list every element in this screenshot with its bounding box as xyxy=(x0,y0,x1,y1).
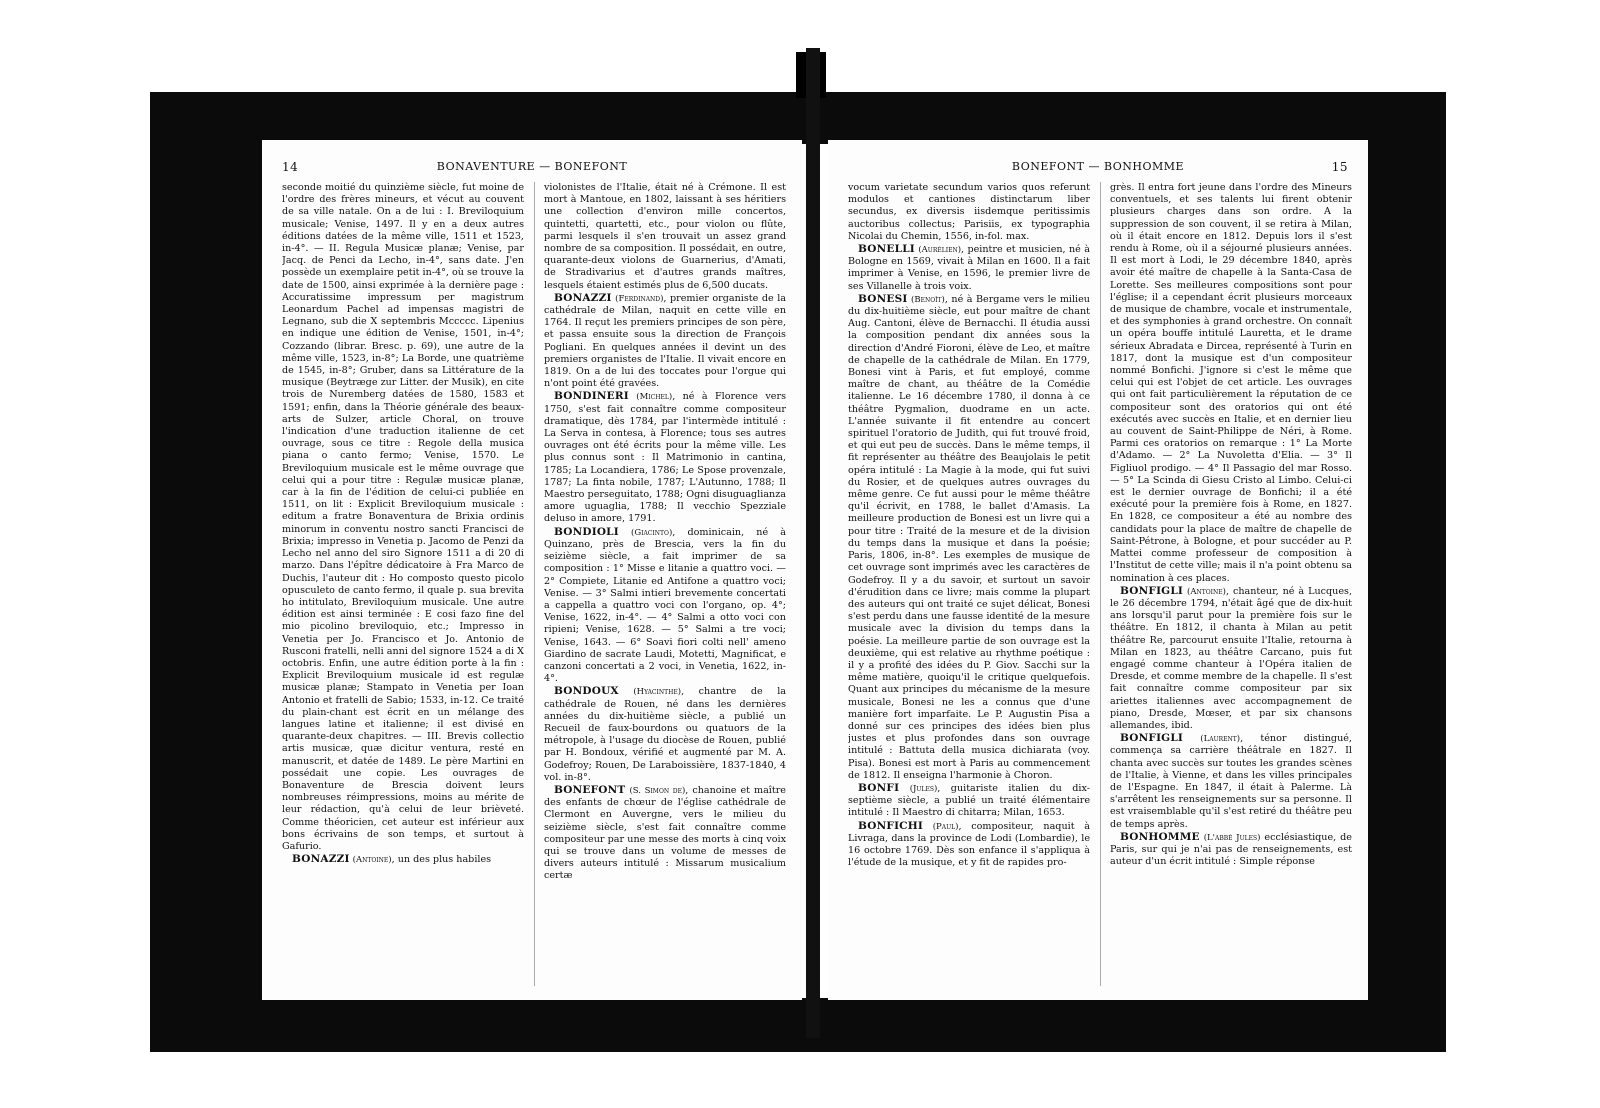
entry-forename: (L'abbé Jules) xyxy=(1203,832,1261,843)
dictionary-entry xyxy=(1110,732,1352,831)
entry-headword: BONHOMME xyxy=(1120,830,1200,843)
dictionary-entry xyxy=(848,243,1090,293)
entry-headword: BONFIGLI xyxy=(1120,584,1184,597)
entry-text: , chanoine et maître des enfants de chœur de l'église cathédrale de Clermont en Auvergne, vers le milieu du seizième siècle, s'est fait connaître comme compositeur par une messe des morts à cinq voix qui se trouve dans un volume de messes de divers auteurs intitulé : Missarum musicalium certæ xyxy=(544,784,786,882)
entry-forename: (Hyacinthe) xyxy=(633,687,682,698)
left-page xyxy=(262,140,802,1000)
dictionary-entry xyxy=(544,685,786,784)
paragraph xyxy=(282,182,524,853)
entry-text: seconde moitié du quinzième siècle, fut moine de l'ordre des frères mineurs, et vécut au couvent de sa ville natale. On a de lui : I. Breviloquium musicale; Venise, 1497. Il y en a deux autres éditions datées de la même ville, 1511 et 1523, in-4°. — II. Regula Musicæ planæ; Venise, par Jacq. de Penci da Lecho, in-4°, sans date. J'en possède un exemplaire petit in-4°, où se trouve la date de 1500, ainsi exprimée à la dernière page : Accuratissime impressum per magistrum Leonardum Pachel ad impensas magistri de Legnano, sub die X septembris Mccccc. Lipenius en indique une édition de Venise, 1501, in-4°; Cozzando (librar. Bresc. p. 69), une autre de la même ville, 1523, in-8°; La Borde, une quatrième de 1545, in-8°; Gruber, dans sa Littérature de la musique (Beytræge zur Litter. der Musik), en cite trois de Nuremberg datées de 1580, 1583 et 1591; enfin, dans la Théorie générale des beaux-arts de Sulzer, article Choral, on trouve l'indication d'une traduction italienne de cet ouvrage, sous ce titre : Regole della musica piana o canto fermo; Venise, 1570. Le Breviloquium musicale est le même ouvrage que celui qui a pour titre : Regulæ musicæ planæ, car à la fin de l'édition de celui-ci publiée en 1511, on lit : Explicit Breviloquium musicale : editum a fratre Bonaventura de Brixia ordinis minorum in conventu nostro sancti Francisci de Brixia; impresso in Venetia p. Jacomo de Penzi da Lecho nel anno del siro Signore 1511 a di 20 di marzo. Dans l'épître dédicatoire à Fra Marco de Duchis, l'auteur dit : Ho composto questo picolo opusculeto de canto fermo, il quale p. sua brevita ho intitulato, Breviloquium musicale. Une autre édition est ainsi terminée : E cosi fazo fine del mio picolino breviloquio, etc.; Impresso in Venetia per Jo. Francisco et Jo. Antonio de Rusconi fratelli, nelli anni del signore 1524 a di X octobris. Enfin, une autre édition porte à la fin : Explicit Breviloquium musicale id est regulæ musicæ planæ; Stampato in Venetia per Ioan Antonio et fratelli de Sabio; 1533, in-12. Ce traité du plain-chant est écrit en un mélange des langues latine et italienne; il est divisé en quarante-deux chapitres. — III. Brevis collectio artis musicæ, quæ dicitur ventura, resté en manuscrit, et datée de 1489. Le père Martini en possédait une copie. Les ouvrages de Bonaventure de Brescia doivent leurs nombreuses réimpressions, moins au mérite de leur rédaction, qu'à celui de leur brièveté. Comme théoricien, cet auteur est inférieur aux bons écrivains de son temps, et surtout à Gafurio. xyxy=(282,182,524,852)
entry-headword: BONELLI xyxy=(858,243,915,256)
entry-text: , peintre et musicien, né à Bologne en 1569, vivait à Milan en 1600. Il a fait imprimer à Venise, en 1596, le premier livre de ses Villanelle à trois voix. xyxy=(848,244,1090,292)
entry-text: vocum varietate secundum varios quos referunt modulos et cantiones distinctarum liber secundus, ex diversis iisdemque peritissimis auctoribus collectus; Parisiis, ex typographia Nicolai du Chemin, 1556, in-fol. max. xyxy=(848,182,1090,242)
entry-text: , dominicain, né à Quinzano, près de Brescia, vers la fin du seizième siècle, a fait imprimer de sa composition : 1° Misse e litanie a quattro voci. — 2° Compiete, Litanie ed Antifone a quattro voci; Venise. — 3° Salmi intieri brevemente concertati a cappella a quattro voci con l'organo, op. 4°; Venise, 1622, in-4°. — 4° Salmi a otto voci con ripieni; Venise, 1628. — 5° Salmi a tre voci; Venise, 1643. — 6° Soavi fiori colti nell' ameno Giardino de sacrate Laudi, Motetti, Magnificat, e canzoni concertati a 2 voci, in Venetia, 1622, in-4°. xyxy=(544,526,786,685)
column xyxy=(848,182,1090,986)
entry-text: , premier organiste de la cathédrale de Milan, naquit en cette ville en 1764. Il reçut les premiers principes de son père, et passa ensuite sous la direction de François Pogliani. En quelques années il devint un des premiers organistes de l'Italie. Il vivait encore en 1819. On a de lui des toccates pour l'orgue qui n'ont point été gravées. xyxy=(544,292,786,390)
dictionary-entry xyxy=(282,853,524,866)
entry-headword: BONDOUX xyxy=(554,685,619,698)
paragraph xyxy=(1110,182,1352,585)
entry-text: , né à Florence vers 1750, s'est fait connaître comme compositeur dramatique, dès 1784, par l'intermède intitulé : La Serva in contesa, à Florence; tous ses autres ouvrages ont été écrits pour la même ville. Les plus connus sont : Il Matrimonio in cantina, 1785; La Locandiera, 1786; Le Spose provenzale, 1787; La finta nobile, 1787; L'Autunno, 1788; Il Maestro perseguitato, 1788; Ogni disuguaglianza amore uguaglia, 1788; Il vecchio Spezziale deluso in amore, 1791. xyxy=(544,391,786,525)
entry-text: grès. Il entra fort jeune dans l'ordre des Mineurs conventuels, et ses talents lui firent obtenir plusieurs charges dans son ordre. A la suppression de son couvent, il se retira à Milan, où il était encore en 1812. Depuis lors il s'est rendu à Rome, où il a séjourné plusieurs années. Il est mort à Lodi, le 29 décembre 1840, après avoir été maître de chapelle à la Santa-Casa de Lorette. Ses meilleures compositions sont pour l'église; il a cependant écrit plusieurs morceaux de musique de chambre, vocale et instrumentale, et des symphonies à grand orchestre. On connaît un opéra bouffe intitulé Lauretta, et le drame sérieux Abradata e Dircea, représenté à Turin en 1817, dont la musique est d'un compositeur nommé Bonfichi. J'ignore si c'est le même que celui qui est l'objet de cet article. Les ouvrages qui ont fait particulièrement la réputation de ce compositeur sont des oratorios qui ont été exécutés avec succès en Italie, et en dernier lieu au couvent de Saint-Philippe de Néri, à Rome. Parmi ces oratorios on remarque : 1° La Morte d'Adamo. — 2° La Nuvoletta d'Elia. — 3° Il Figliuol prodigo. — 4° Il Passagio del mar Rosso. — 5° La Scinda di Giesu Cristo al Limbo. Celui-ci est le dernier ouvrage de Bonfichi; il a été exécuté pour la première fois à Rome, en 1827. En 1828, ce compositeur a été au nombre des candidats pour la place de maître de chapelle de Saint-Pétrone, à Bologne, et pour succéder au P. Mattei comme professeur de composition à l'Institut de cette ville; mais il n'a point obtenu sa nomination à ces places. xyxy=(1110,182,1352,584)
column xyxy=(282,182,524,986)
entry-text: , compositeur, naquit à Livraga, dans la province de Lodi (Lombardie), le 16 octobre 1769. Dès son enfance il s'appliqua à l'étude de la musique, et y fit de rapides pro- xyxy=(848,820,1090,869)
entry-text: , guitariste italien du dix-septième siècle, a publié un traité élémentaire intitulé : Il Maestro di chitarra; Milan, 1653. xyxy=(848,782,1090,819)
entry-text: ecclésiastique, de Paris, sur qui je n'ai pas de renseignements, est auteur d'un écrit intitulé : Simple réponse xyxy=(1110,831,1352,868)
entry-headword: BONDIOLI xyxy=(554,525,619,538)
dictionary-entry xyxy=(848,820,1090,870)
scan-border-right xyxy=(1366,92,1446,1052)
entry-forename: (Antoine) xyxy=(352,855,392,866)
entry-forename: (Jules) xyxy=(909,783,938,794)
entry-text: , un des plus habiles xyxy=(391,854,492,866)
entry-forename: (Paul) xyxy=(932,821,959,832)
entry-headword: BONFICHI xyxy=(858,819,923,832)
dictionary-entry xyxy=(848,782,1090,820)
left-running-head xyxy=(282,160,782,176)
entry-text: , chanteur, né à Lucques, le 26 décembre 1794, n'était âgé que de dix-huit ans lorsqu'il parut pour la première fois sur le théâtre. En 1812, il chanta à Milan au petit théâtre Re, parcourut ensuite l'Italie, retourna à Milan en 1823, au théâtre Carcano, puis fut engagé comme chanteur à l'Opéra italien de Dresde, et comme membre de la chapelle. Il s'est fait connaître comme compositeur par six ariettes italiennes avec accompagnement de piano, Dresde, Mœser, et par six chansons allemandes, ibid. xyxy=(1110,585,1352,731)
entry-forename: (Giacinto) xyxy=(631,527,673,538)
entry-headword: BONEFONT xyxy=(554,783,626,796)
entry-text: , né à Bergame vers le milieu du dix-huitième siècle, eut pour maître de chant Aug. Cantoni, élève de Bernacchi. Il étudia aussi la composition pendant dix années sous la direction d'André Fioroni, élève de Leo, et maître de chapelle de la cathédrale de Milan. En 1779, Bonesi vint à Paris, et fut employé, comme maître de chant, au théâtre de la Comédie italienne. Le 16 décembre 1780, il donna à ce théâtre Pygmalion, duodrame en un acte. L'année suivante il fit entendre au concert spirituel l'oratorio de Judith, qui fut trouvé froid, et qui eut peu de succès. Dans le même temps, il fit représenter au théâtre des Beaujolais le petit opéra intitulé : La Magie à la mode, qui fut suivi du Rosier, et de quelques autres ouvrages du même genre. Ce fut aussi pour le même théâtre qu'il écrivit, en 1788, le ballet d'Amasis. La meilleure production de Bonesi est un livre qui a pour titre : Traité de la mesure et de la division du temps dans la musique et dans la poésie; Paris, 1806, in-8°. Les exemples de musique de cet ouvrage sont imprimés avec les caractères de Godefroy. Il y a du savoir, et surtout un savoir d'érudition dans ce livre; mais comme la plupart des auteurs qui ont traité ce sujet délicat, Bonesi s'est perdu dans une fausse identité de la mesure musicale avec la division du temps dans la poésie. La meilleure partie de son ouvrage est la deuxième, qui est relative au rhythme poétique : il y a profité des idées du P. Giov. Sacchi sur la même matière, quoiqu'il le critique quelquefois. Quant aux principes du mécanisme de la mesure musicale, Bonesi ne les a connus que d'une manière fort imparfaite. Le P. Augustin Pisa a donné sur ces principes des idées bien plus justes et plus profondes dans son ouvrage intitulé : Battuta della musica dichiarata (voy. Pisa). Bonesi est mort à Paris au commencement de 1812. Il enseigna l'harmonie à Choron. xyxy=(848,293,1090,781)
text-columns xyxy=(282,182,786,986)
entry-headword: BONESI xyxy=(858,292,908,305)
entry-headword: BONDINERI xyxy=(554,390,629,403)
dictionary-entry xyxy=(544,292,786,391)
entry-forename: (Benoît) xyxy=(911,294,945,305)
text-columns xyxy=(848,182,1352,986)
dictionary-entry xyxy=(544,784,786,883)
entry-forename: (Aurélien) xyxy=(918,245,962,256)
paragraph xyxy=(544,182,786,292)
column xyxy=(534,182,786,986)
entry-text: , chantre de la cathédrale de Rouen, né dans les dernières années du dix-huitième siècle, a publié un Recueil de faux-bourdons ou quatuors de la métropole, à l'usage du diocèse de Rouen, publié par H. Bondoux, vérifié et augmenté par M. A. Godefroy; Rouen, De Laraboissière, 1837-1840, 4 vol. in-8°. xyxy=(544,686,786,783)
entry-forename: (S. Simon de) xyxy=(629,785,686,796)
book-gutter xyxy=(806,48,820,1038)
right-running-head xyxy=(848,160,1348,176)
entry-headword: BONFIGLI xyxy=(1120,732,1184,745)
running-title: BONEFONT — BONHOMME xyxy=(1011,160,1185,173)
scan-border-top xyxy=(150,92,1440,144)
scan-border-bottom xyxy=(150,998,1446,1052)
dictionary-entry xyxy=(1110,585,1352,732)
running-title: BONAVENTURE — BONEFONT xyxy=(436,160,628,173)
dictionary-entry xyxy=(848,293,1090,782)
page-number: 15 xyxy=(1331,160,1348,174)
paragraph xyxy=(848,182,1090,243)
entry-text: , ténor distingué, commença sa carrière théâtrale en 1827. Il chanta avec succès sur toutes les grandes scènes de l'Italie, à Vienne, et dans les villes principales de l'Espagne. En 1847, il était à Palerme. Là s'arrêtent les renseignements sur sa personne. Il est vraisemblable qu'il s'est retiré du théâtre peu de temps après. xyxy=(1110,733,1352,830)
entry-headword: BONAZZI xyxy=(554,291,612,304)
entry-forename: (Michel) xyxy=(636,392,673,403)
page-number: 14 xyxy=(282,160,299,174)
entry-headword: BONFI xyxy=(858,781,900,794)
dictionary-entry xyxy=(544,526,786,686)
entry-forename: (Laurent) xyxy=(1200,734,1241,745)
entry-forename: (Antoine) xyxy=(1187,586,1226,597)
dictionary-entry xyxy=(544,390,786,525)
entry-text: violonistes de l'Italie, était né à Crémone. Il est mort à Mantoue, en 1802, laissant à ses héritiers une collection d'environ mille concertos, quintetti, quartetti, etc., pour violon ou flûte, parmi lesquels il s'en trouvait un assez grand nombre de sa composition. Il possédait, en outre, quarante-deux violons de Guarnerius, d'Amati, de Stradivarius et d'autres grands maîtres, lesquels étaient estimés plus de 6,500 ducats. xyxy=(544,182,786,291)
scan-border-left xyxy=(150,92,265,1052)
right-page xyxy=(828,140,1368,1000)
entry-headword: BONAZZI xyxy=(292,853,350,866)
dictionary-entry xyxy=(1110,831,1352,869)
column xyxy=(1100,182,1352,986)
entry-forename: (Ferdinand) xyxy=(615,293,664,304)
